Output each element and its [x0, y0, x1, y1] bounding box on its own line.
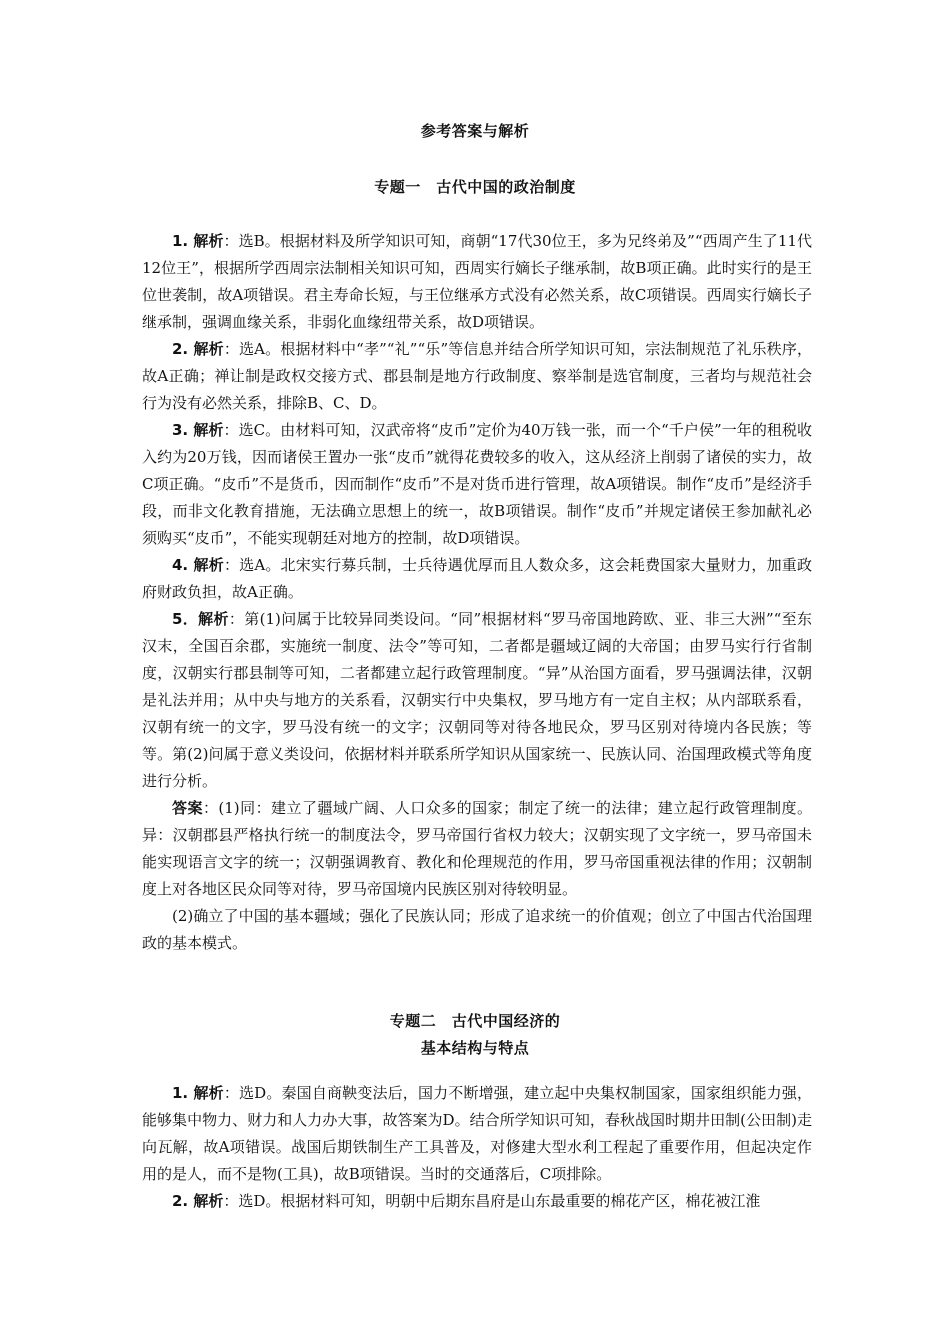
topic1-item-3 — [142, 417, 812, 552]
topic2-item-2 — [142, 1188, 812, 1215]
topic1-item-5 — [142, 606, 812, 795]
topic2-item-1 — [142, 1080, 812, 1188]
item-text: ：选A。根据材料中“孝”“礼”“乐”等信息并结合所学知识可知，宗法制规范了礼乐秩序，故A正确；禅让制是政权交接方式、郡县制是地方行政制度、察举制是选官制度，三者均与规范社会行为没有必然关系，排除B、C、D。 — [142, 340, 812, 412]
item-text: ：选D。秦国自商鞅变法后，国力不断增强，建立起中央集权制国家，国家组织能力强，能够集中物力、财力和人力办大事，故答案为D。结合所学知识可知，春秋战国时期井田制(公田制)走向瓦解，故A项错误。战国后期铁制生产工具普及，对修建大型水利工程起了重要作用，但起决定作用的是人，而不是物(工具)，故B项错误。当时的交通落后，C项排除。 — [142, 1084, 812, 1183]
item-label: 4. 解析 — [172, 556, 224, 574]
item-label: 3. 解析 — [172, 421, 224, 439]
topic1-answer-2 — [142, 903, 812, 957]
answer-text-1: ：(1)同：建立了疆域广阔、人口众多的国家；制定了统一的法律；建立起行政管理制度。异：汉朝郡县严格执行统一的制度法令，罗马帝国行省权力较大；汉朝实现了文字统一，罗马帝国未能实现语言文字的统一；汉朝强调教育、教化和伦理规范的作用，罗马帝国重视法律的作用；汉朝制度上对各地区民众同等对待，罗马帝国境内民族区别对待较明显。 — [142, 799, 812, 898]
answer-label: 答案 — [172, 799, 203, 817]
page-heading: 参考答案与解析 — [420, 122, 530, 140]
item-text: ：选D。根据材料可知，明朝中后期东昌府是山东最重要的棉花产区，棉花被江淮 — [223, 1192, 761, 1210]
topic2-section — [142, 1080, 812, 1215]
answer-text-2: (2)确立了中国的基本疆域；强化了民族认同；形成了追求统一的价值观；创立了中国古代治国理政的基本模式。 — [142, 907, 812, 952]
topic1-section — [142, 228, 812, 957]
topic2-title-line1: 专题二 古代中国经济的 — [389, 1012, 561, 1030]
topic1-title: 专题一 古代中国的政治制度 — [374, 178, 576, 196]
topic1-item-2 — [142, 336, 812, 417]
item-label: 2. 解析 — [172, 340, 224, 358]
item-label: 2. 解析 — [172, 1192, 224, 1210]
topic2-title-line2: 基本结构与特点 — [420, 1039, 530, 1057]
topic2-title — [0, 1008, 950, 1062]
item-label: 1. 解析 — [172, 232, 224, 250]
item-text: ：第(1)问属于比较异同类设问。“同”根据材料“罗马帝国地跨欧、亚、非三大洲”“至东汉末，全国百余郡，实施统一制度、法令”等可知，二者都是疆域辽阔的大帝国；由罗马实行行省制度，汉朝实行郡县制等可知，二者都建立起行政管理制度。“异”从治国方面看，罗马强调法律，汉朝是礼法并用；从中央与地方的关系看，汉朝实行中央集权，罗马地方有一定自主权；从内部联系看，汉朝有统一的文字，罗马没有统一的文字；汉朝同等对待各地民众，罗马区别对待境内各民族；等等。第(2)问属于意义类设问，依据材料并联系所学知识从国家统一、民族认同、治国理政模式等角度进行分析。 — [142, 610, 813, 790]
item-label: 1. 解析 — [172, 1084, 224, 1102]
item-text: ：选B。根据材料及所学知识可知，商朝“17代30位王，多为兄终弟及”“西周产生了11代12位王”，根据所学西周宗法制相关知识可知，西周实行嫡长子继承制，故B项正确。此时实行的是王位世袭制，故A项错误。君主寿命长短，与王位继承方式没有必然关系，故C项错误。西周实行嫡长子继承制，强调血缘关系，非弱化血缘纽带关系，故D项错误。 — [142, 232, 813, 331]
topic1-item-1 — [142, 228, 812, 336]
item-label: 5．解析 — [172, 610, 229, 628]
item-text: ：选A。北宋实行募兵制，士兵待遇优厚而且人数众多，这会耗费国家大量财力，加重政府财政负担，故A正确。 — [142, 556, 813, 601]
item-text: ：选C。由材料可知，汉武帝将“皮币”定价为40万钱一张，而一个“千户侯”一年的租税收入约为20万钱，因而诸侯王置办一张“皮币”就得花费较多的收入，这从经济上削弱了诸侯的实力，故C项正确。“皮币”不是货币，因而制作“皮币”不是对货币进行管理，故A项错误。制作“皮币”是经济手段，而非文化教育措施，无法确立思想上的统一，故B项错误。制作“皮币”并规定诸侯王参加献礼必须购买“皮币”，不能实现朝廷对地方的控制，故D项错误。 — [142, 421, 812, 547]
topic1-answer — [142, 795, 812, 903]
topic1-item-4 — [142, 552, 812, 606]
